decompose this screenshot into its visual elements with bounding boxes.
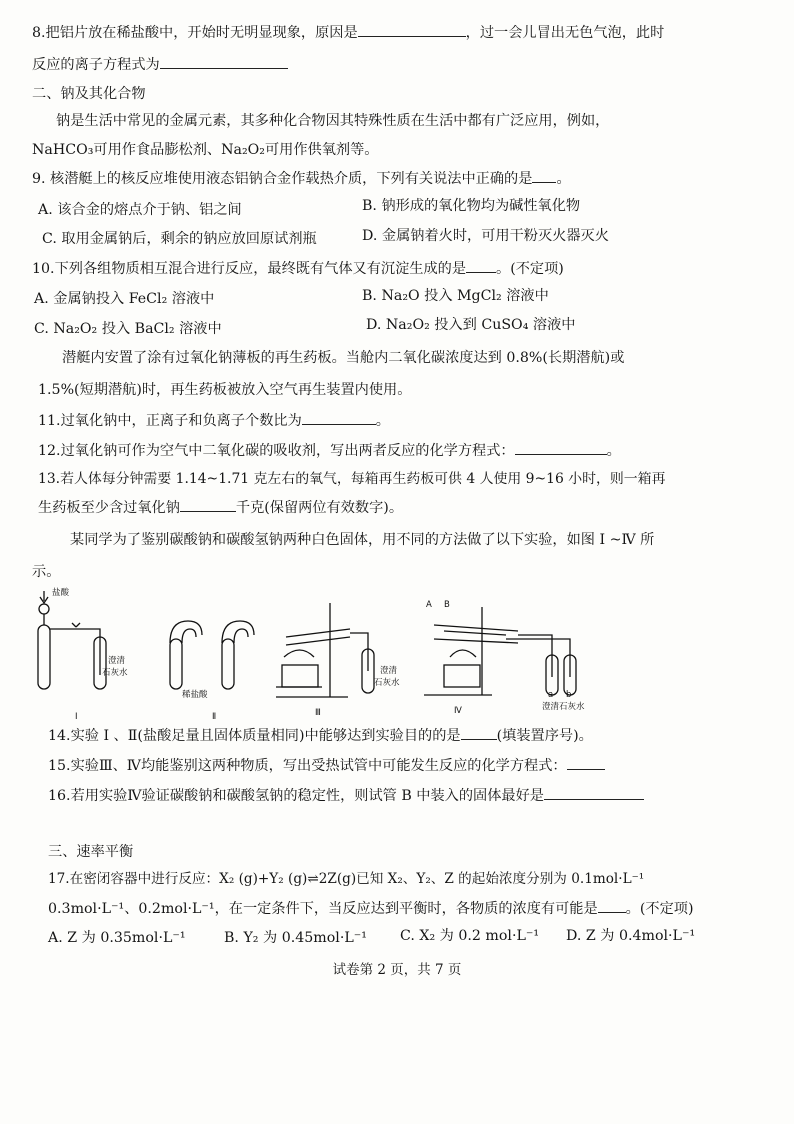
q16-text: 16.若用实验Ⅳ验证碳酸钠和碳酸氢钠的稳定性，则试管 B 中装入的固体最好是	[48, 788, 544, 804]
figure-label-2: Ⅱ	[212, 712, 217, 722]
test-tube-2a	[170, 639, 182, 689]
outer-tube-A	[434, 625, 518, 631]
q10-option-b[interactable]: B. Na₂O 投入 MgCl₂ 溶液中	[362, 288, 549, 304]
outer-tube-A-lower	[434, 639, 518, 643]
passage-line2: 1.5%(短期潜航)时，再生药板被放入空气再生装置内使用。	[38, 382, 412, 398]
q8-text-b: ，过一会儿冒出无色气泡，此时	[465, 25, 665, 41]
label-a: a	[548, 690, 554, 700]
q10-stem-end: 。(不定项)	[496, 261, 564, 277]
q8-equation-blank[interactable]	[160, 54, 288, 69]
q14-text-b: (填装置序号)。	[496, 728, 593, 744]
dropper-bulb	[39, 604, 49, 614]
delivery-tube-a	[518, 635, 552, 677]
q14	[48, 725, 593, 746]
label-b: b	[566, 690, 572, 700]
experiment-line1: 某同学为了鉴别碳酸钠和碳酸氢钠两种白色固体，用不同的方法做了以下实验，如图 Ⅰ ~Ⅳ 所	[70, 532, 655, 548]
q17-answer-blank[interactable]	[598, 898, 626, 913]
test-tube-2b	[222, 639, 234, 689]
q17-option-b[interactable]: B. Y₂ 为 0.45mol·L⁻¹	[224, 930, 367, 946]
q9-option-c[interactable]: C. 取用金属钠后，剩余的钠应放回原试剂瓶	[42, 231, 317, 247]
figure-label-1: Ⅰ	[75, 712, 78, 722]
q16-answer-blank[interactable]	[544, 785, 644, 800]
q12-text: 12.过氧化钠可作为空气中二氧化碳的吸收剂，写出两者反应的化学方程式：	[38, 443, 515, 459]
dilute-acid-label: 稀盐酸	[182, 690, 208, 700]
q9-answer-blank[interactable]	[532, 168, 556, 183]
q12-answer-blank[interactable]	[515, 440, 607, 455]
q17-option-d[interactable]: D. Z 为 0.4mol·L⁻¹	[566, 928, 696, 944]
heated-tube-3-lower	[286, 637, 350, 645]
alcohol-lamp-3	[282, 665, 318, 687]
page-footer: 试卷第 2 页，共 7 页	[332, 962, 462, 978]
q8-reason-blank[interactable]	[358, 22, 466, 37]
experiment-line2: 示。	[32, 564, 61, 580]
apparatus-3	[276, 603, 374, 697]
q15	[48, 755, 605, 776]
q11	[38, 410, 390, 431]
q14-text-a: 14.实验 Ⅰ 、Ⅱ(盐酸足量且固体质量相同)中能够达到实验目的的是	[48, 728, 461, 744]
delivery-tube-3	[350, 633, 368, 671]
q10-option-c[interactable]: C. Na₂O₂ 投入 BaCl₂ 溶液中	[34, 321, 222, 337]
q8-line2	[32, 54, 288, 75]
q9-option-a[interactable]: A. 该合金的熔点介于钠、铝之间	[38, 202, 242, 218]
passage-line1: 潜艇内安置了涂有过氧化钠薄板的再生药板。当舱内二氧化碳浓度达到 0.8%(长期潜航)或	[62, 350, 625, 366]
q17-text-a: 0.3mol·L⁻¹、0.2mol·L⁻¹，在一定条件下，当反应达到平衡时，各物质的浓度有可能是	[48, 901, 598, 917]
limewater-label-3b: 石灰水	[374, 678, 400, 688]
section2-intro-2: NaHCO₃可用作食品膨松剂、Na₂O₂可用作供氧剂等。	[32, 142, 379, 158]
q11-end: 。	[375, 413, 390, 429]
experiment-apparatus-figure	[30, 585, 590, 725]
q8-text-c: 反应的离子方程式为	[32, 57, 160, 73]
q17-option-a[interactable]: A. Z 为 0.35mol·L⁻¹	[48, 930, 186, 946]
q10-option-a[interactable]: A. 金属钠投入 FeCl₂ 溶液中	[34, 291, 215, 307]
q9-option-d[interactable]: D. 金属钠着火时，可用干粉灭火器灭火	[362, 228, 609, 244]
q9-stem-text: 9. 核潜艇上的核反应堆使用液态铝钠合金作载热介质，下列有关说法中正确的是	[32, 171, 533, 187]
q12-end: 。	[606, 443, 621, 459]
label-A: A	[426, 600, 432, 610]
q13-line1: 13.若人体每分钟需要 1.14~1.71 克左右的氧气，每箱再生药板可供 4 人使用 9~16 小时，则一箱再	[38, 471, 666, 487]
section2-intro-1: 钠是生活中常见的金属元素，其多种化合物因其特殊性质在生活中都有广泛应用，例如，	[56, 113, 610, 129]
q14-answer-blank[interactable]	[461, 725, 497, 740]
inner-tube-B	[444, 631, 506, 635]
q8-text-a: 8.把铝片放在稀盐酸中，开始时无明显现象，原因是	[32, 25, 358, 41]
delivery-tube-b	[506, 639, 570, 677]
apparatus-4	[424, 607, 576, 695]
apparatus-1	[38, 591, 106, 689]
limewater-label-3a: 澄清	[380, 666, 398, 676]
q10-stem-text: 10.下列各组物质相互混合进行反应，最终既有气体又有沉淀生成的是	[32, 261, 467, 277]
q13-text-a: 生药板至少含过氧化钠	[38, 500, 180, 516]
balloon-2b-inner	[234, 629, 248, 643]
q17-line2	[48, 898, 694, 919]
q17-text-b: 。(不定项)	[625, 901, 694, 917]
section2-heading: 二、钠及其化合物	[32, 86, 146, 102]
flame-3	[284, 650, 314, 657]
heated-tube-3	[286, 629, 350, 637]
q16	[48, 785, 644, 806]
q9-stem	[32, 168, 571, 189]
q13-text-b: 千克(保留两位有效数字)。	[235, 500, 404, 516]
alcohol-lamp-4	[444, 665, 480, 687]
apparatus-2	[170, 621, 254, 689]
q15-text: 15.实验Ⅲ、Ⅳ均能鉴别这两种物质，写出受热试管中可能发生反应的化学方程式：	[48, 758, 567, 774]
test-tube-1a	[38, 625, 50, 689]
balloon-2a-inner	[182, 629, 196, 643]
acid-label: 盐酸	[52, 588, 70, 598]
limewater-label-1b: 石灰水	[102, 668, 128, 678]
q10-stem	[32, 258, 564, 279]
q17-option-c[interactable]: C. X₂ 为 0.2 mol·L⁻¹	[400, 928, 540, 944]
q11-answer-blank[interactable]	[302, 410, 376, 425]
limewater-label-4: 澄清石灰水	[542, 702, 585, 712]
clamp-1	[72, 623, 80, 627]
q17-line1: 17.在密闭容器中进行反应：X₂ (g)+Y₂ (g)⇌2Z(g)已知 X₂、Y₂、Z 的起始浓度分别为 0.1mol·L⁻¹	[48, 871, 645, 887]
figure-label-3: Ⅲ	[315, 708, 321, 718]
section3-heading: 三、速率平衡	[48, 844, 134, 860]
q11-text: 11.过氧化钠中，正离子和负离子个数比为	[38, 413, 302, 429]
q13-answer-blank[interactable]	[180, 497, 236, 512]
q15-answer-blank[interactable]	[567, 755, 605, 770]
figure-label-4: Ⅳ	[454, 706, 462, 716]
limewater-label-1a: 澄清	[108, 656, 126, 666]
q12	[38, 440, 621, 461]
q9-option-b[interactable]: B. 钠形成的氧化物均为碱性氧化物	[362, 198, 581, 214]
q9-stem-end: 。	[556, 171, 571, 187]
q8-line1	[32, 22, 664, 43]
label-B: B	[444, 600, 450, 610]
q13-line2	[38, 497, 403, 518]
flame-4	[450, 650, 476, 657]
q10-answer-blank[interactable]	[466, 258, 496, 273]
q10-option-d[interactable]: D. Na₂O₂ 投入到 CuSO₄ 溶液中	[366, 317, 576, 333]
delivery-tube-1	[50, 629, 100, 675]
